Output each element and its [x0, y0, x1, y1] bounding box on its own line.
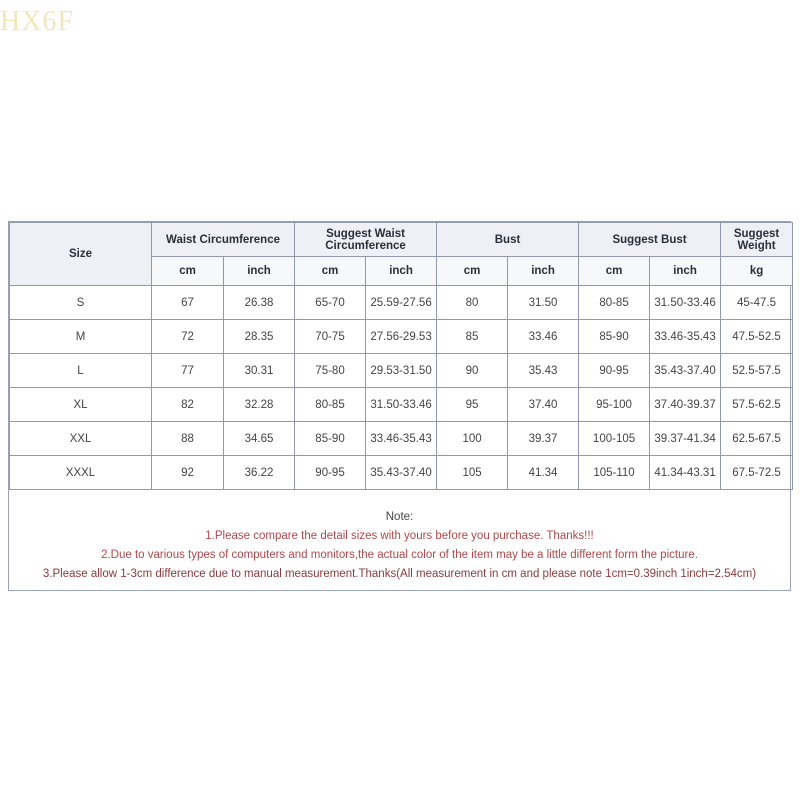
- suggest-bust-inch-cell: 33.46-35.43: [650, 320, 721, 354]
- unit-cm: cm: [295, 257, 366, 286]
- bust-inch-cell: 31.50: [508, 286, 579, 320]
- table-row: [10, 354, 793, 388]
- suggest-waist-inch-cell: 25.59-27.56: [366, 286, 437, 320]
- note-line: 1.Please compare the detail sizes with yours before you purchase. Thanks!!!: [205, 530, 594, 542]
- suggest-waist-cm-cell: 80-85: [295, 388, 366, 422]
- weight-kg-cell: 47.5-52.5: [721, 320, 793, 354]
- suggest-waist-inch-cell: 31.50-33.46: [366, 388, 437, 422]
- suggest-bust-cm-cell: 105-110: [579, 456, 650, 490]
- suggest-bust-cm-cell: 85-90: [579, 320, 650, 354]
- suggest-bust-inch-cell: 39.37-41.34: [650, 422, 721, 456]
- waist-inch-cell: 34.65: [224, 422, 295, 456]
- waist-inch-cell: 32.28: [224, 388, 295, 422]
- unit-cm: cm: [437, 257, 508, 286]
- suggest-waist-cm-cell: 75-80: [295, 354, 366, 388]
- weight-kg-cell: 45-47.5: [721, 286, 793, 320]
- table-row: [10, 320, 793, 354]
- unit-cm: cm: [579, 257, 650, 286]
- suggest-bust-cm-cell: 95-100: [579, 388, 650, 422]
- suggest-bust-inch-cell: 41.34-43.31: [650, 456, 721, 490]
- unit-inch: inch: [224, 257, 295, 286]
- bust-cm-cell: 80: [437, 286, 508, 320]
- size-cell: S: [10, 286, 152, 320]
- suggest-waist-inch-cell: 29.53-31.50: [366, 354, 437, 388]
- size-header: Size: [10, 223, 152, 286]
- unit-cm: cm: [152, 257, 224, 286]
- bust-cm-cell: 85: [437, 320, 508, 354]
- suggest-bust-cm-cell: 100-105: [579, 422, 650, 456]
- note-line: 3.Please allow 1-3cm difference due to manual measurement.Thanks(All measurement in cm and please note 1cm=0.39inch 1inch=2.54cm): [42, 568, 757, 580]
- unit-kg: kg: [721, 257, 793, 286]
- watermark-logo: HX6F: [0, 6, 75, 37]
- bust-cm-cell: 105: [437, 456, 508, 490]
- suggest-waist-inch-cell: 33.46-35.43: [366, 422, 437, 456]
- notes-section: [9, 490, 790, 590]
- bust-cm-cell: 90: [437, 354, 508, 388]
- table-row: [10, 286, 793, 320]
- bust-cm-cell: 100: [437, 422, 508, 456]
- size-table: [9, 222, 793, 490]
- waist-header: Waist Circumference: [152, 223, 295, 257]
- waist-inch-cell: 36.22: [224, 456, 295, 490]
- waist-cm-cell: 77: [152, 354, 224, 388]
- waist-cm-cell: 92: [152, 456, 224, 490]
- unit-inch: inch: [508, 257, 579, 286]
- size-cell: M: [10, 320, 152, 354]
- suggest-waist-cm-cell: 85-90: [295, 422, 366, 456]
- suggest-waist-inch-cell: 27.56-29.53: [366, 320, 437, 354]
- weight-kg-cell: 57.5-62.5: [721, 388, 793, 422]
- waist-cm-cell: 88: [152, 422, 224, 456]
- suggest-bust-cm-cell: 80-85: [579, 286, 650, 320]
- bust-inch-cell: 33.46: [508, 320, 579, 354]
- bust-inch-cell: 41.34: [508, 456, 579, 490]
- suggest-waist-inch-cell: 35.43-37.40: [366, 456, 437, 490]
- weight-kg-cell: 62.5-67.5: [721, 422, 793, 456]
- unit-inch: inch: [366, 257, 437, 286]
- waist-cm-cell: 67: [152, 286, 224, 320]
- suggest-bust-inch-cell: 37.40-39.37: [650, 388, 721, 422]
- bust-inch-cell: 35.43: [508, 354, 579, 388]
- waist-cm-cell: 72: [152, 320, 224, 354]
- size-cell: XL: [10, 388, 152, 422]
- bust-cm-cell: 95: [437, 388, 508, 422]
- bust-inch-cell: 39.37: [508, 422, 579, 456]
- suggest-waist-cm-cell: 70-75: [295, 320, 366, 354]
- size-cell: XXL: [10, 422, 152, 456]
- size-cell: XXXL: [10, 456, 152, 490]
- note-line: 2.Due to various types of computers and monitors,the actual color of the item may be a little different form the picture.: [101, 549, 698, 561]
- weight-kg-cell: 67.5-72.5: [721, 456, 793, 490]
- table-row: [10, 422, 793, 456]
- bust-inch-cell: 37.40: [508, 388, 579, 422]
- suggest-bust-cm-cell: 90-95: [579, 354, 650, 388]
- weight-kg-cell: 52.5-57.5: [721, 354, 793, 388]
- waist-inch-cell: 26.38: [224, 286, 295, 320]
- bust-header: Bust: [437, 223, 579, 257]
- size-cell: L: [10, 354, 152, 388]
- suggest-waist-cm-cell: 90-95: [295, 456, 366, 490]
- waist-cm-cell: 82: [152, 388, 224, 422]
- table-row: [10, 388, 793, 422]
- suggest-waist-header: Suggest Waist Circumference: [295, 223, 437, 257]
- note-title: Note:: [385, 511, 414, 523]
- suggest-bust-header: Suggest Bust: [579, 223, 721, 257]
- suggest-bust-inch-cell: 35.43-37.40: [650, 354, 721, 388]
- table-row: [10, 456, 793, 490]
- waist-inch-cell: 28.35: [224, 320, 295, 354]
- unit-inch: inch: [650, 257, 721, 286]
- suggest-waist-cm-cell: 65-70: [295, 286, 366, 320]
- size-chart: [8, 221, 791, 591]
- suggest-weight-header: Suggest Weight: [721, 223, 793, 257]
- suggest-bust-inch-cell: 31.50-33.46: [650, 286, 721, 320]
- waist-inch-cell: 30.31: [224, 354, 295, 388]
